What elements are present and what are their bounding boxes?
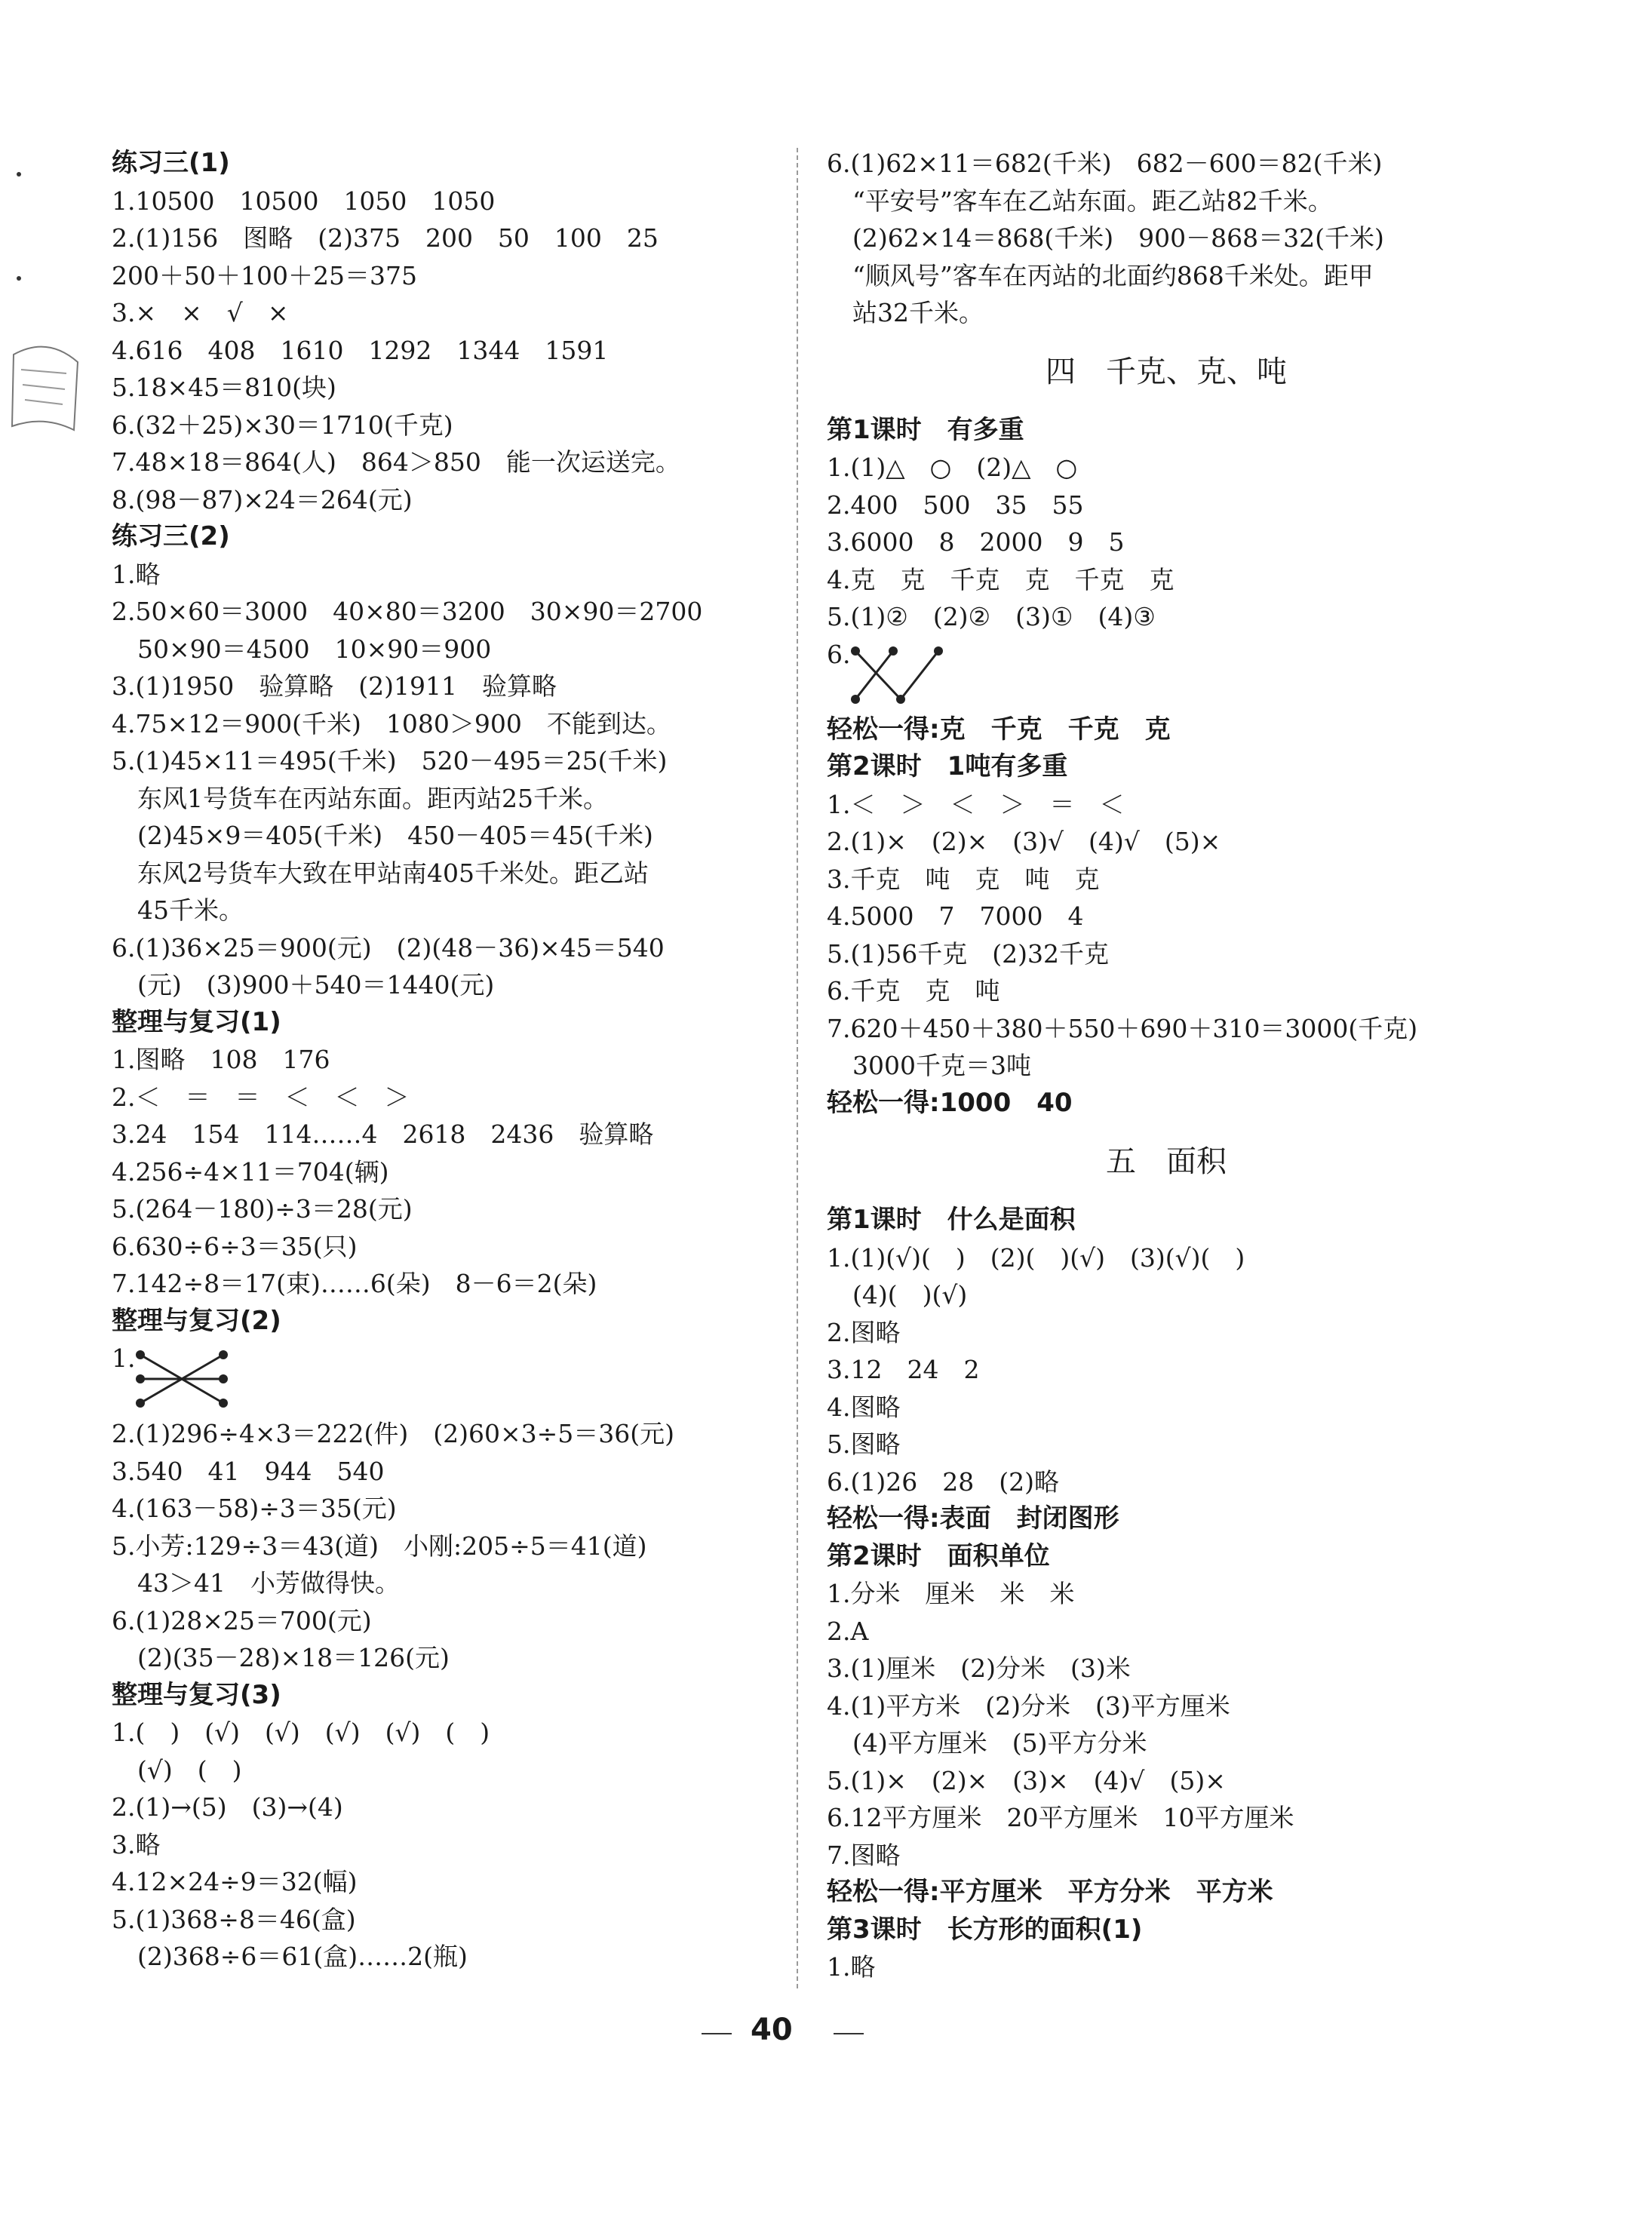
answer-line: 7.620＋450＋380＋550＋690＋310＝3000(千克) <box>827 1013 1418 1043</box>
answer-line: 6.(1)26 28 (2)略 <box>827 1466 1059 1497</box>
answer-line: 5.(1)45×11＝495(千米) 520－495＝25(千米) <box>112 746 668 775</box>
section-heading: 第3课时 长方形的面积(1) <box>827 1914 1143 1945</box>
answer-line: 5.(1)368÷8＝46(盒) <box>112 1904 356 1934</box>
answer-line: 3.6000 8 2000 9 5 <box>827 527 1125 557</box>
answer-line: 3.千克 吨 克 吨 克 <box>827 864 1100 894</box>
item-number: 1. <box>112 1343 136 1373</box>
answer-line: (2)(35－28)×18＝126(元) <box>137 1643 450 1672</box>
answer-line: 6.(1)28×25＝700(元) <box>112 1605 372 1635</box>
answer-line: 4.(1)平方米 (2)分米 (3)平方厘米 <box>827 1690 1230 1721</box>
answer-line: 6.(32＋25)×30＝1710(千克) <box>112 410 453 440</box>
answer-line: “平安号”客车在乙站东面。距乙站82千米。 <box>852 186 1333 216</box>
answer-line: 1.略 <box>112 559 161 589</box>
answer-line: (4)平方厘米 (5)平方分米 <box>852 1728 1147 1758</box>
answer-line: 50×90＝4500 10×90＝900 <box>137 634 492 664</box>
answer-line: 6.12平方厘米 20平方厘米 10平方厘米 <box>827 1803 1294 1832</box>
section-heading: 轻松一得:1000 40 <box>827 1087 1073 1118</box>
answer-line: 7.48×18＝864(人) 864＞850 能一次运送完。 <box>112 447 680 477</box>
binding-hole-mark <box>17 172 21 177</box>
section-heading: 整理与复习(2) <box>112 1305 281 1336</box>
stamp-seal-icon <box>6 339 84 438</box>
answer-line: 2.(1)156 图略 (2)375 200 50 100 25 <box>112 223 659 253</box>
matching-lines-icon <box>133 1340 253 1415</box>
section-heading: 轻松一得:克 千克 千克 克 <box>827 714 1171 745</box>
answer-line: 3.24 154 114……4 2618 2436 验算略 <box>112 1119 654 1149</box>
section-heading: 轻松一得:平方厘米 平方分米 平方米 <box>827 1877 1273 1907</box>
answer-line: 6.(1)62×11＝682(千米) 682－600＝82(千米) <box>827 149 1383 178</box>
answer-line: 4.图略 <box>827 1392 901 1422</box>
page-number-dash-right <box>834 2033 864 2034</box>
answer-line: (√) ( ) <box>137 1755 242 1785</box>
answer-line: 8.(98－87)×24＝264(元) <box>112 484 413 514</box>
section-heading: 整理与复习(1) <box>112 1006 281 1037</box>
answer-line: 4.(163－58)÷3＝35(元) <box>112 1494 397 1523</box>
answer-line: 4.75×12＝900(千米) 1080＞900 不能到达。 <box>112 708 671 738</box>
answer-line: 1.＜ ＞ ＜ ＞ ＝ ＜ <box>827 789 1125 819</box>
answer-line: 4.克 克 千克 克 千克 克 <box>827 564 1175 594</box>
answer-line: 4.256÷4×11＝704(辆) <box>112 1156 389 1187</box>
binding-hole-mark <box>17 276 21 281</box>
answer-line: 6.(1)36×25＝900(元) (2)(48－36)×45＝540 <box>112 932 665 963</box>
answer-line: 3.12 24 2 <box>827 1355 980 1384</box>
answer-line: (2)62×14＝868(千米) 900－868＝32(千米) <box>852 223 1384 253</box>
answer-line: 7.图略 <box>827 1840 901 1870</box>
answer-line: 1.略 <box>827 1952 876 1982</box>
matching-diagram <box>827 636 1506 711</box>
section-heading: 第1课时 什么是面积 <box>827 1205 1076 1235</box>
answer-line: 2.A <box>827 1616 869 1646</box>
answer-line: 东风1号货车在丙站东面。距丙站25千米。 <box>137 783 608 813</box>
answer-line: 1.分米 厘米 米 米 <box>827 1579 1075 1608</box>
answer-line: 2.(1)→(5) (3)→(4) <box>112 1792 343 1822</box>
answer-line: 2.＜ ＝ ＝ ＜ ＜ ＞ <box>112 1082 410 1112</box>
page-number-dash-left <box>702 2033 732 2034</box>
answer-line: (2)368÷6＝61(盒)……2(瓶) <box>137 1942 468 1971</box>
answer-line: 5.图略 <box>827 1429 901 1459</box>
answer-line: 4.12×24÷9＝32(幅) <box>112 1867 358 1896</box>
answer-line: 43＞41 小芳做得快。 <box>137 1568 400 1598</box>
answer-line: 2.(1)× (2)× (3)√ (4)√ (5)× <box>827 827 1221 856</box>
chapter-title: 五 面积 <box>1106 1144 1227 1179</box>
answer-line: 6.630÷6÷3＝35(只) <box>112 1231 358 1261</box>
section-heading: 第2课时 面积单位 <box>827 1540 1050 1571</box>
answer-line: 5.(1)② (2)② (3)① (4)③ <box>827 602 1156 631</box>
answer-line: 1.( ) (√) (√) (√) (√) ( ) <box>112 1718 490 1747</box>
answer-line: 4.616 408 1610 1292 1344 1591 <box>112 335 609 365</box>
answer-line: 5.(1)56千克 (2)32千克 <box>827 938 1109 969</box>
answer-line: 1.图略 108 176 <box>112 1045 330 1074</box>
item-number: 6. <box>827 639 851 669</box>
matching-diagram <box>112 1340 775 1415</box>
answer-line: 2.(1)296÷4×3＝222(件) (2)60×3÷5＝36(元) <box>112 1419 675 1448</box>
page-number: 40 <box>751 2013 793 2047</box>
section-heading: 整理与复习(3) <box>112 1679 281 1710</box>
answer-line: 1.10500 10500 1050 1050 <box>112 186 496 216</box>
answer-line: 东风2号货车大致在甲站南405千米处。距乙站 <box>137 858 649 888</box>
answer-line: 3000千克＝3吨 <box>852 1051 1031 1080</box>
answer-line: 2.50×60＝3000 40×80＝3200 30×90＝2700 <box>112 597 703 626</box>
answer-line: (2)45×9＝405(千米) 450－405＝45(千米) <box>137 821 653 850</box>
answer-line: “顺风号”客车在丙站的北面约868千米处。距甲 <box>852 260 1374 290</box>
section-heading: 第2课时 1吨有多重 <box>827 751 1068 781</box>
answer-line: 200＋50＋100＋25＝375 <box>112 260 417 290</box>
answer-line: 3.略 <box>112 1829 161 1859</box>
answer-line: 1.(1)(√)( ) (2)( )(√) (3)(√)( ) <box>827 1242 1245 1273</box>
column-divider <box>797 148 798 1988</box>
left-column <box>112 145 775 1976</box>
chapter-title: 四 千克、克、吨 <box>1046 354 1287 389</box>
answer-line: 1.(1)△ ○ (2)△ ○ <box>827 453 1078 482</box>
answer-line: 3.(1)1950 验算略 (2)1911 验算略 <box>112 671 557 701</box>
answer-line: 3.540 41 944 540 <box>112 1456 385 1486</box>
matching-lines-icon <box>848 636 969 711</box>
answer-line: 2.400 500 35 55 <box>827 490 1084 520</box>
section-heading: 练习三(2) <box>112 521 230 551</box>
answer-line: 2.图略 <box>827 1317 901 1347</box>
answer-line: 5.小芳:129÷3＝43(道) 小刚:205÷5＝41(道) <box>112 1531 647 1561</box>
answer-line: 5.(264－180)÷3＝28(元) <box>112 1194 413 1224</box>
section-heading: 轻松一得:表面 封闭图形 <box>827 1503 1119 1534</box>
answer-line: 7.142÷8＝17(束)……6(朵) 8－6＝2(朵) <box>112 1269 597 1298</box>
answer-line: 6.千克 克 吨 <box>827 976 1000 1006</box>
answer-line: 4.5000 7 7000 4 <box>827 901 1084 931</box>
answer-line: 3.(1)厘米 (2)分米 (3)米 <box>827 1654 1131 1683</box>
answer-line: 3.× × √ × <box>112 298 289 327</box>
right-column <box>827 145 1506 1986</box>
answer-line: (4)( )(√) <box>852 1280 968 1310</box>
answer-line: 45千米。 <box>137 895 244 925</box>
answer-line: (元) (3)900＋540＝1440(元) <box>137 970 495 999</box>
answer-line: 5.18×45＝810(块) <box>112 373 336 402</box>
section-heading: 第1课时 有多重 <box>827 414 1024 445</box>
answer-line: 5.(1)× (2)× (3)× (4)√ (5)× <box>827 1765 1226 1795</box>
section-heading: 练习三(1) <box>112 148 230 178</box>
answer-line: 站32千米。 <box>852 298 984 327</box>
